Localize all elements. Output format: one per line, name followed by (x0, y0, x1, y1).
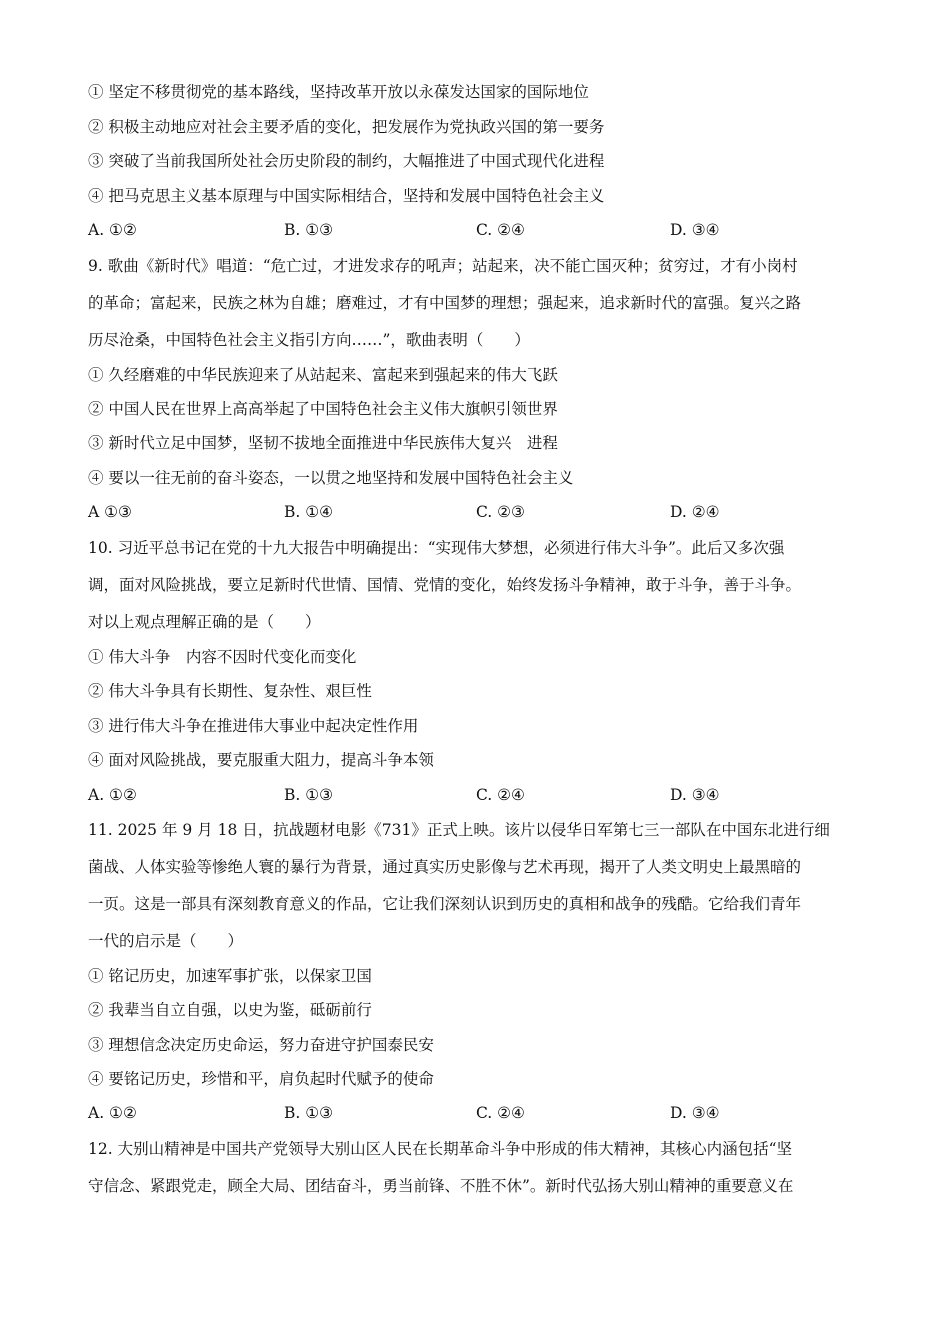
q11-options (88, 1103, 868, 1123)
q11-stem-line-3: 一页。这是一部具有深刻教育意义的作品，它让我们深刻认识到历史的真相和战争的残酷。它给我们青年 (88, 895, 802, 913)
q11-option-c: C. ②④ (476, 1104, 525, 1122)
q9-statement-3: ③ 新时代立足中国梦，坚韧不拔地全面推进中华民族伟大复兴 进程 (88, 434, 558, 452)
q11-option-b: B. ①③ (284, 1104, 334, 1122)
q8-option-b: B. ①③ (284, 221, 334, 239)
q12-stem-line-1: 12. 大别山精神是中国共产党领导大别山区人民在长期革命斗争中形成的伟大精神，其核心内涵包括“坚 (88, 1140, 793, 1158)
q11-stem-line-4: 一代的启示是（ ） (88, 932, 244, 950)
q9-option-d: D. ②④ (670, 503, 720, 521)
q9-stem-line-2: 的革命；富起来，民族之林为自雄；磨难过，才有中国梦的理想；强起来，追求新时代的富强。复兴之路 (88, 294, 802, 312)
q10-statement-4: ④ 面对风险挑战，要克服重大阻力，提高斗争本领 (88, 751, 434, 769)
q11-stem-line-1: 11. 2025 年 9 月 18 日，抗战题材电影《731》正式上映。该片以侵华日军第七三一部队在中国东北进行细 (88, 821, 830, 839)
q8-options (88, 220, 868, 240)
q9-stem-line-1: 9. 歌曲《新时代》唱道：“危亡过，才进发求存的吼声；站起来，决不能亡国灭种；贫穷过，才有小岗村 (88, 257, 798, 275)
q10-option-b: B. ①③ (284, 786, 334, 804)
q9-statement-4: ④ 要以一往无前的奋斗姿态，一以贯之地坚持和发展中国特色社会主义 (88, 469, 574, 487)
q9-options (88, 502, 868, 522)
q9-option-b: B. ①④ (284, 503, 334, 521)
q8-statement-1: ① 坚定不移贯彻党的基本路线，坚持改革开放以永葆发达国家的国际地位 (88, 83, 589, 101)
q10-stem-line-3: 对以上观点理解正确的是（ ） (88, 613, 321, 631)
q10-option-a: A. ①② (88, 786, 137, 804)
q9-stem-line-3: 历尽沧桑，中国特色社会主义指引方向……”，歌曲表明（ ） (88, 331, 530, 349)
q10-statement-3: ③ 进行伟大斗争在推进伟大事业中起决定性作用 (88, 717, 419, 735)
q10-stem-line-2: 调，面对风险挑战，要立足新时代世情、国情、党情的变化，始终发扬斗争精神，敢于斗争，善于斗争。 (88, 576, 802, 594)
q8-statement-3: ③ 突破了当前我国所处社会历史阶段的制约，大幅推进了中国式现代化进程 (88, 152, 605, 170)
q11-statement-2: ② 我辈当自立自强，以史为鉴，砥砺前行 (88, 1001, 372, 1019)
q10-option-d: D. ③④ (670, 786, 720, 804)
q11-option-d: D. ③④ (670, 1104, 720, 1122)
q11-statement-3: ③ 理想信念决定历史命运，努力奋进守护国泰民安 (88, 1036, 434, 1054)
q9-statement-2: ② 中国人民在世界上高高举起了中国特色社会主义伟大旗帜引领世界 (88, 400, 558, 418)
q10-options (88, 785, 868, 805)
q10-statement-2: ② 伟大斗争具有长期性、复杂性、艰巨性 (88, 682, 372, 700)
q10-statement-1: ① 伟大斗争 内容不因时代变化而变化 (88, 648, 357, 666)
q8-option-c: C. ②④ (476, 221, 525, 239)
q11-statement-1: ① 铭记历史，加速军事扩张，以保家卫国 (88, 967, 372, 985)
q9-option-c: C. ②③ (476, 503, 525, 521)
q11-option-a: A. ①② (88, 1104, 137, 1122)
q8-statement-2: ② 积极主动地应对社会主要矛盾的变化，把发展作为党执政兴国的第一要务 (88, 118, 605, 136)
q8-statement-4: ④ 把马克思主义基本原理与中国实际相结合，坚持和发展中国特色社会主义 (88, 187, 605, 205)
q9-statement-1: ① 久经磨难的中华民族迎来了从站起来、富起来到强起来的伟大飞跃 (88, 366, 558, 384)
q11-statement-4: ④ 要铭记历史，珍惜和平，肩负起时代赋予的使命 (88, 1070, 434, 1088)
q9-option-a: A ①③ (88, 503, 132, 521)
q8-option-d: D. ③④ (670, 221, 720, 239)
q12-stem-line-2: 守信念、紧跟党走，顾全大局、团结奋斗，勇当前锋、不胜不休”。新时代弘扬大别山精神的重要意义在 (88, 1177, 794, 1195)
q8-option-a: A. ①② (88, 221, 137, 239)
q10-option-c: C. ②④ (476, 786, 525, 804)
q10-stem-line-1: 10. 习近平总书记在党的十九大报告中明确提出：“实现伟大梦想，必须进行伟大斗争”。此后又多次强 (88, 539, 785, 557)
q11-stem-line-2: 菌战、人体实验等惨绝人寰的暴行为背景，通过真实历史影像与艺术再现，揭开了人类文明史上最黑暗的 (88, 858, 802, 876)
